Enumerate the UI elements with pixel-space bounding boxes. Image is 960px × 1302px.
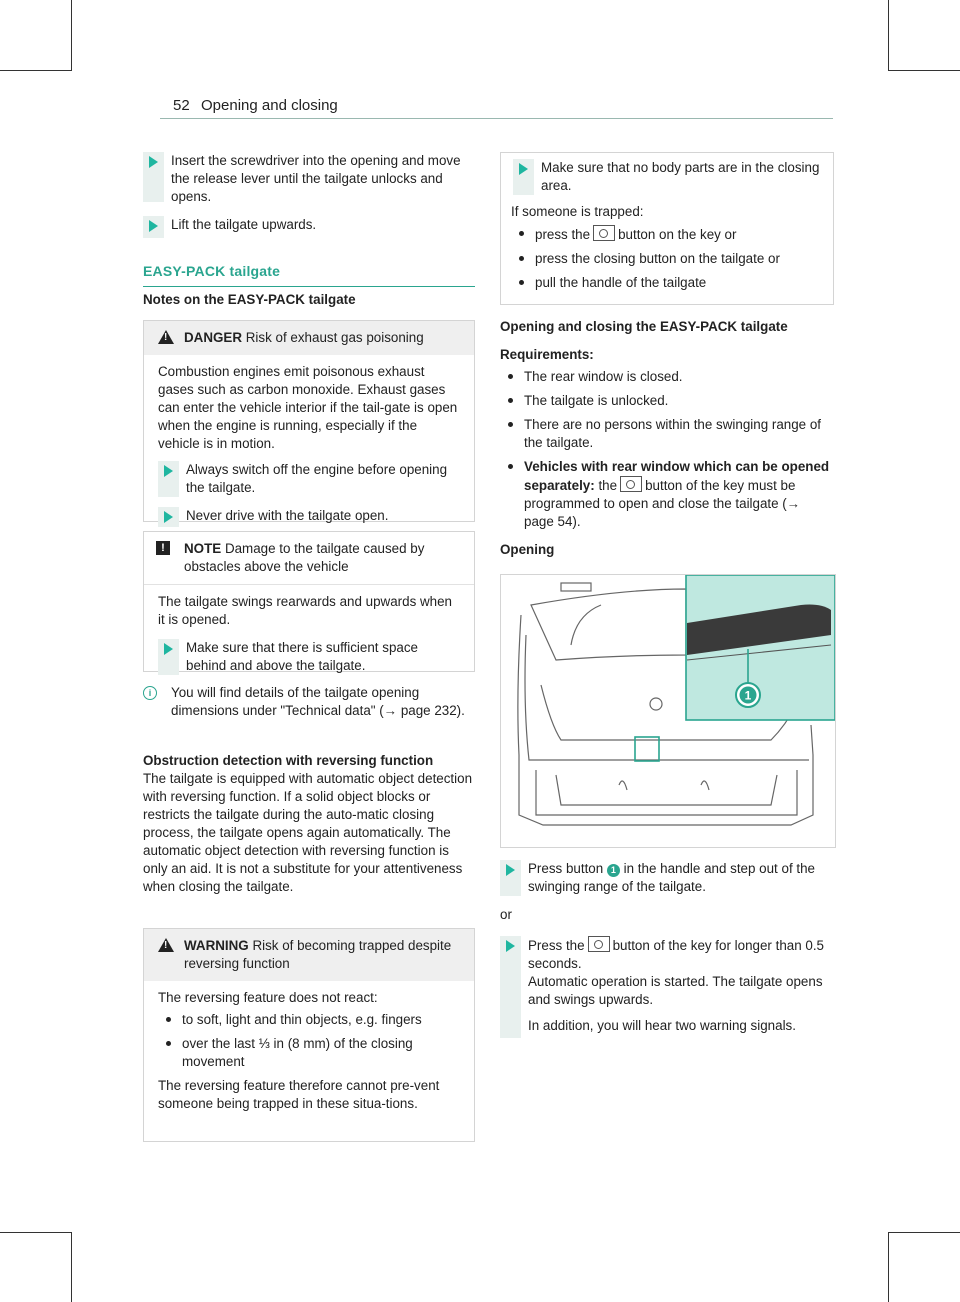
- arrow-icon: [506, 864, 515, 876]
- arrow-icon: [519, 163, 528, 175]
- warning-outro: The reversing feature therefore cannot pre-vent someone being trapped in these situa-tions.: [158, 1078, 440, 1111]
- step-bar: [143, 152, 164, 202]
- warning-subtitle: Risk of becoming trapped despite reversing function: [184, 938, 452, 971]
- info-text: You will find details of the tailgate opening dimensions under "Technical data" (→ page 232).: [171, 685, 465, 718]
- warning-list: [158, 1011, 460, 1071]
- arrow-icon: [506, 940, 515, 952]
- notes-heading: Notes on the EASY-PACK tailgate: [143, 292, 356, 307]
- crop-mark: [0, 1232, 72, 1233]
- requirements-heading: Requirements:: [500, 347, 594, 362]
- instruction-step: [500, 860, 832, 896]
- step-bar: [158, 507, 179, 527]
- step-result: Automatic operation is started. The tailgate opens and swings upwards.: [528, 974, 823, 1007]
- key-tailgate-icon: [593, 225, 615, 241]
- step-text: Press button 1 in the handle and step out of the swinging range of the tailgate.: [528, 861, 815, 894]
- instruction-step: [158, 507, 460, 527]
- warning-triangle-icon: [158, 938, 174, 952]
- crop-mark: [888, 1232, 889, 1302]
- obstruction-body: The tailgate is equipped with automatic object detection with reversing function. If a solid object blocks or restricts the tailgate during the auto-matic closing process, the tailgate opens again automatically. The automatic object detection with reversing function is only an aid. It is not a substitute for your attentiveness when closing the tailgate.: [143, 771, 473, 894]
- step-text: Lift the tailgate upwards.: [171, 217, 317, 232]
- step-bar: [158, 639, 179, 675]
- note-header: [144, 532, 474, 585]
- step-text: Always switch off the engine before opening the tailgate.: [186, 462, 448, 495]
- step-bar: [500, 860, 521, 896]
- info-note: [143, 684, 481, 720]
- requirements-list: [500, 368, 832, 531]
- arrow-icon: [164, 465, 173, 477]
- tailgate-illustration: [500, 574, 836, 848]
- van-rear-drawing: [501, 575, 835, 847]
- step-bar: [513, 159, 534, 195]
- crop-mark: [71, 0, 72, 70]
- press-steps: [500, 860, 832, 1038]
- key-tailgate-icon: [588, 936, 610, 952]
- obstruction-heading: Obstruction detection with reversing function: [143, 753, 434, 768]
- warning-triangle-icon: [158, 330, 174, 344]
- danger-header: [144, 321, 474, 355]
- arrow-icon: [164, 643, 173, 655]
- callout-number: 1: [744, 688, 752, 703]
- note-subtitle: Damage to the tailgate caused by obstacles above the vehicle: [184, 541, 425, 574]
- warning-label: WARNING: [184, 938, 249, 953]
- danger-label: DANGER: [184, 330, 243, 345]
- list-item: The tailgate is unlocked.: [500, 392, 832, 410]
- list-item: Vehicles with rear window which can be opened separately: the button of the key must be programmed to open and close the tailgate (→ page 54).: [500, 458, 832, 531]
- opening-closing-section: [500, 318, 832, 559]
- danger-subtitle: Risk of exhaust gas poisoning: [245, 330, 424, 345]
- or-text: or: [500, 907, 512, 922]
- step-text: Never drive with the tailgate open.: [186, 508, 389, 523]
- instruction-step: [158, 461, 460, 497]
- key-tailgate-icon: [620, 476, 642, 492]
- step-text: Press the button of the key for longer than 0.5 seconds.: [528, 938, 824, 971]
- header-rule: [160, 118, 833, 119]
- callout-badge: 1: [607, 864, 620, 877]
- crop-mark: [888, 0, 889, 70]
- trapped-box: [500, 152, 834, 305]
- instruction-step: [143, 152, 475, 202]
- list-item: The rear window is closed.: [500, 368, 832, 386]
- instruction-step: [500, 936, 832, 1038]
- exclamation-icon: !: [156, 541, 170, 555]
- crop-mark: [888, 70, 960, 71]
- crop-mark: [888, 1232, 960, 1233]
- list-item: press the closing button on the tailgate or: [511, 250, 823, 268]
- trapped-intro: If someone is trapped:: [511, 204, 644, 219]
- arrow-icon: [164, 511, 173, 523]
- list-item: There are no persons within the swinging range of the tailgate.: [500, 416, 832, 452]
- note-body: The tailgate swings rearwards and upwards when it is opened.: [158, 594, 453, 627]
- instruction-step: [158, 639, 460, 675]
- oc-heading: Opening and closing the EASY-PACK tailgate: [500, 319, 788, 334]
- info-icon: i: [143, 686, 157, 700]
- crop-mark: [71, 1232, 72, 1302]
- section-title: EASY-PACK tailgate: [143, 263, 281, 279]
- warning-header: [144, 929, 474, 981]
- danger-box: [143, 320, 475, 522]
- step-text: Make sure that no body parts are in the closing area.: [541, 160, 820, 193]
- step-bar: [158, 461, 179, 497]
- arrow-icon: [149, 220, 158, 232]
- obstruction-section: [143, 752, 475, 896]
- arrow-icon: [149, 156, 158, 168]
- step-bar: [143, 216, 164, 238]
- step-text: Make sure that there is sufficient space behind and above the tailgate.: [186, 640, 418, 673]
- warning-box: [143, 928, 475, 1142]
- page-title: Opening and closing: [201, 97, 338, 114]
- list-item: pull the handle of the tailgate: [511, 274, 823, 292]
- step-text: Insert the screwdriver into the opening and move the release lever until the tailgate unlocks and opens.: [171, 153, 461, 204]
- left-column: [143, 152, 475, 238]
- opening-heading: Opening: [500, 542, 555, 557]
- list-item: press the button on the key or: [511, 225, 823, 244]
- list-item: over the last ⅓ in (8 mm) of the closing movement: [158, 1035, 460, 1071]
- instruction-step: [143, 216, 475, 238]
- danger-body: Combustion engines emit poisonous exhaust gases such as carbon monoxide. Exhaust gases can enter the vehicle interior if the tail-gate is open when the engine is running, especially if the vehicle is in motion.: [158, 364, 458, 451]
- list-item: to soft, light and thin objects, e.g. fingers: [158, 1011, 460, 1029]
- instruction-step: [513, 159, 823, 195]
- note-box: [143, 531, 475, 672]
- warning-intro: The reversing feature does not react:: [158, 990, 378, 1005]
- trapped-list: [511, 225, 823, 292]
- step-result: In addition, you will hear two warning signals.: [528, 1018, 796, 1033]
- page-number: 52: [173, 97, 190, 114]
- step-bar: [500, 936, 521, 1038]
- crop-mark: [0, 70, 72, 71]
- section-rule: [143, 286, 475, 287]
- note-label: NOTE: [184, 541, 222, 556]
